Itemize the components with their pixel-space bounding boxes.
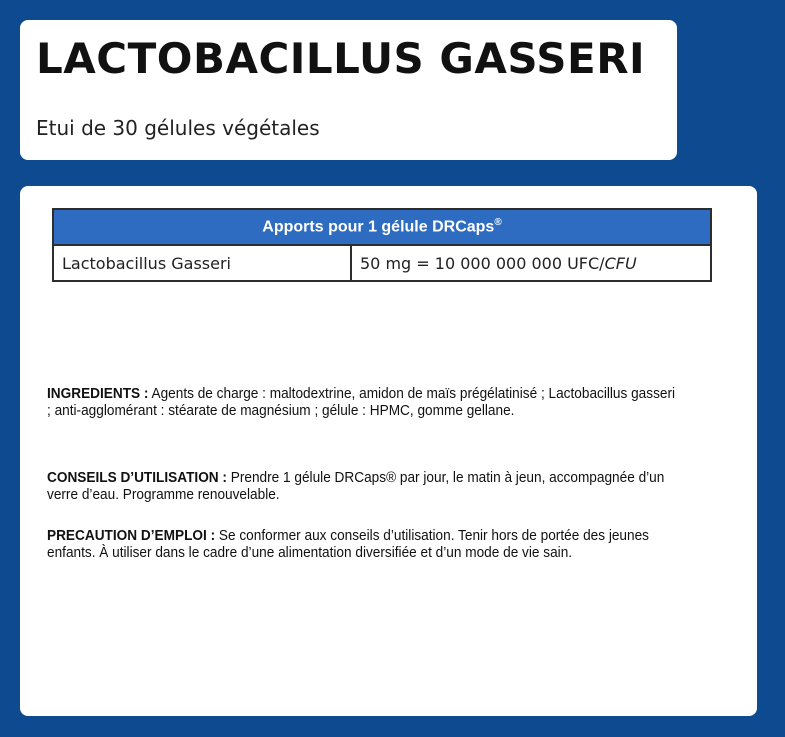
ingredient-amount-unit: CFU [604, 253, 637, 273]
product-title: LACTOBACILLUS GASSERI [36, 34, 646, 83]
usage-advice-section [47, 470, 677, 504]
info-card [20, 186, 757, 716]
precaution-text: Se conformer aux conseils d’utilisation. Tenir hors de portée des jeunes enfants. À utiliser dans le cadre d’une alimentation diversifiée et d’un mode de vie sain. [47, 528, 649, 561]
ingredients-label: INGREDIENTS : [47, 386, 149, 402]
nutrition-table [52, 208, 712, 282]
nutrition-table-header [53, 209, 711, 245]
ingredients-section [47, 386, 677, 420]
registered-mark: ® [494, 217, 502, 229]
product-subtitle: Etui de 30 gélules végétales [36, 116, 320, 140]
header-card [20, 20, 677, 160]
ingredient-name-cell: Lactobacillus Gasseri [53, 245, 351, 281]
nutrition-table-header-text: Apports pour 1 gélule DRCaps [262, 218, 495, 236]
ingredient-amount-cell [351, 245, 711, 281]
precaution-label: PRECAUTION D’EMPLOI : [47, 528, 216, 544]
table-row [53, 245, 711, 281]
nutrition-table-header-row [53, 209, 711, 245]
ingredients-text: Agents de charge : maltodextrine, amidon de maïs prégélatinisé ; Lactobacillus gasseri ; anti-agglomérant : stéarate de magnésium ; gélule : HPMC, gomme gellane. [47, 386, 676, 419]
usage-advice-text: Prendre 1 gélule DRCaps® par jour, le matin à jeun, accompagnée d’un verre d’eau. Programme renouvelable. [47, 470, 665, 503]
ingredient-amount: 50 mg = 10 000 000 000 UFC/ [360, 253, 605, 273]
precaution-section [47, 528, 677, 562]
usage-advice-label: CONSEILS D’UTILISATION : [47, 470, 227, 486]
